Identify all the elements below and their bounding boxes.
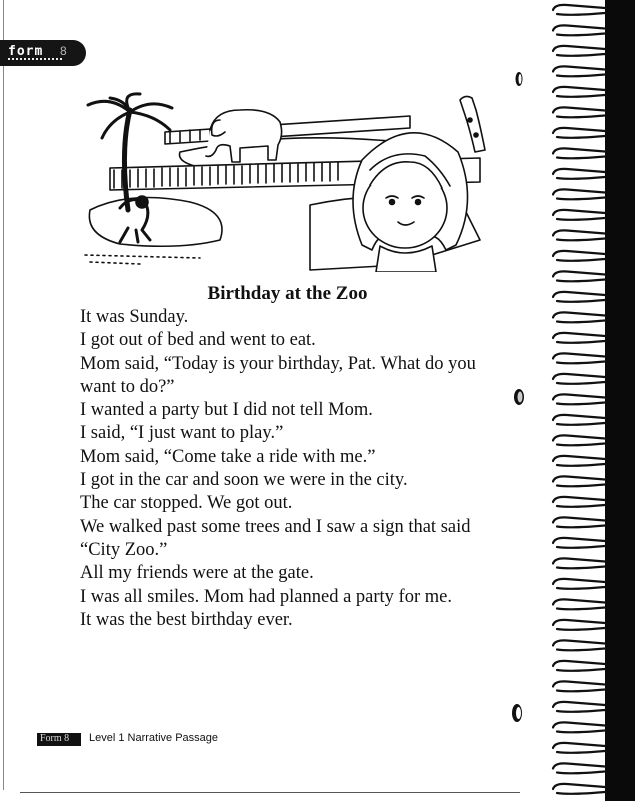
binding-coil <box>553 312 605 322</box>
binding-coil <box>553 230 605 240</box>
binding-coil <box>553 251 605 261</box>
binding-coil <box>553 620 605 630</box>
story-line: I said, “I just want to play.” <box>80 423 284 444</box>
binding-coil <box>553 743 605 753</box>
footer-form-badge <box>37 733 81 746</box>
page-left-edge <box>3 0 4 790</box>
story-line: want to do?” <box>80 376 175 397</box>
punch-hole-icon <box>514 70 524 88</box>
binding-coil <box>553 189 605 199</box>
story-line: It was the best birthday ever. <box>80 609 293 630</box>
binding-coil <box>553 517 605 527</box>
binding-coil <box>553 169 605 179</box>
binding-coil <box>553 394 605 404</box>
binding-coil <box>553 271 605 281</box>
story-line: I got out of bed and went to eat. <box>80 330 316 351</box>
story-title: Birthday at the Zoo <box>207 283 368 304</box>
binding-coil <box>553 353 605 363</box>
binding-coil <box>553 292 605 302</box>
binding-coil <box>553 702 605 712</box>
punch-hole-icon <box>512 387 526 407</box>
story-line: I wanted a party but I did not tell Mom. <box>80 400 373 421</box>
binding-coil <box>553 210 605 220</box>
story-line: All my friends were at the gate. <box>80 563 314 584</box>
binding-coil <box>553 415 605 425</box>
binding-coil <box>553 476 605 486</box>
footer-badge-text: Form 8 <box>40 733 70 744</box>
story-body <box>80 306 510 632</box>
binding-coil <box>553 87 605 97</box>
binding-coil <box>553 374 605 384</box>
page-bottom-edge <box>20 792 520 793</box>
punch-hole-icon <box>510 702 524 724</box>
form-tab <box>0 40 86 66</box>
footer-label: Level 1 Narrative Passage <box>89 732 219 744</box>
binding-coil <box>553 763 605 773</box>
binding-coil <box>553 456 605 466</box>
story-line: Mom said, “Today is your birthday, Pat. What do you <box>80 353 476 374</box>
story-line: Mom said, “Come take a ride with me.” <box>80 446 376 467</box>
form-tab-dots <box>8 58 62 62</box>
story-line: I was all smiles. Mom had planned a party for me. <box>80 586 452 607</box>
story-line: “City Zoo.” <box>80 539 168 560</box>
binding-coil <box>553 538 605 548</box>
story-line: The car stopped. We got out. <box>80 493 293 514</box>
binding-coil <box>553 128 605 138</box>
binding-coil <box>553 579 605 589</box>
binding-coil <box>553 661 605 671</box>
binding-coil <box>553 599 605 609</box>
binding-coil <box>553 497 605 507</box>
story-line: I got in the car and soon we were in the city. <box>80 470 408 491</box>
binding-coil <box>553 722 605 732</box>
binding-coil <box>553 435 605 445</box>
binding-coil <box>553 5 605 15</box>
form-tab-label: form <box>8 44 44 59</box>
binding-coil <box>553 66 605 76</box>
story-line: We walked past some trees and I saw a sign that said <box>80 516 471 537</box>
binding-coil <box>553 558 605 568</box>
story-line: It was Sunday. <box>80 307 189 327</box>
binding-coil <box>553 148 605 158</box>
binding-coil <box>553 25 605 35</box>
binding-coil <box>553 333 605 343</box>
binding-coil <box>553 681 605 691</box>
zoo-illustration <box>80 90 500 272</box>
binding-coil <box>553 784 605 794</box>
spiral-binding <box>543 0 635 801</box>
binding-coil <box>553 46 605 56</box>
binding-coil <box>553 640 605 650</box>
form-tab-number: 8 <box>60 44 67 58</box>
binding-coil <box>553 107 605 117</box>
